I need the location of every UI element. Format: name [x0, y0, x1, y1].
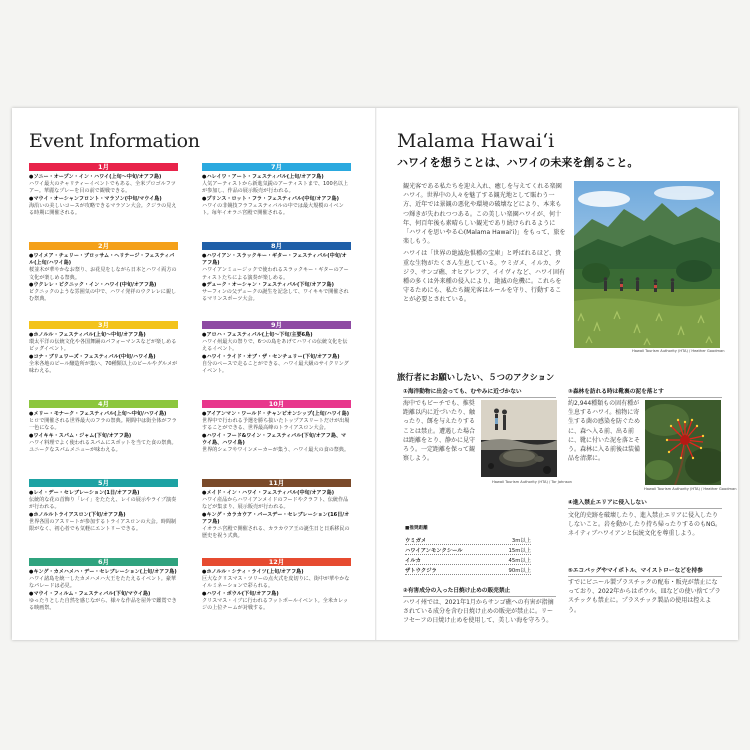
event-description: 世界的シェフやワインメーカーが集う、ハワイ最大の食の祭典。	[202, 447, 350, 454]
distance-value: 15m以上	[508, 548, 531, 554]
distance-table-title: ■推奨距離	[405, 526, 428, 531]
event-description: ハワイ料理でよく使われるスパムにスポットを当てた食の祭典。ユニークなスパムメニューが味わえる。	[29, 439, 177, 454]
event-name: ●レイ・デー・セレブレーション(1日/オアフ島)	[29, 490, 140, 496]
intro-paragraph: ハワイは「世界の絶滅危惧種の宝庫」と呼ばれるほど、貴重な生物がたくさん生息している。ウミガメ、イルカ、クジラ、サンゴ礁、オヒアレフア、イイヴィなど、ハワイ固有種の多くは外来種の侵入により、絶滅の危機に。これらを守るためにも、私たち観光客はルールを守り、行動することが必要とされている。	[403, 250, 566, 304]
month-events	[29, 332, 178, 375]
valley-landscape-illustration	[574, 181, 720, 348]
valley-photo	[574, 181, 720, 348]
event-description: 人気アーティストから新進気鋭のアーティストまで、100名以上が参加し、作品の展示販売が行われる。	[202, 181, 349, 195]
event-name: ●ハワイアン・スラックキー・ギター・フェスティバル(中旬/オアフ島)	[202, 253, 347, 267]
month-events	[202, 569, 351, 612]
event-name: ●マウイ・オーシャンフロント・マラソン(中旬/マウイ島)	[29, 195, 162, 202]
month-events	[29, 490, 178, 533]
malama-hawaii-page	[377, 108, 738, 640]
month-label: 3月	[29, 321, 178, 329]
month-block-july	[202, 163, 351, 238]
month-block-may	[29, 479, 178, 554]
action-3-heading: ③森林を訪れる時は靴裏の泥を落とす	[568, 386, 722, 398]
month-block-october	[202, 400, 351, 475]
distance-row	[405, 566, 531, 575]
month-events	[202, 174, 351, 217]
event-name: ●アイアンマン・ワールド・チャンピオンシップ(上旬/ハワイ島)	[202, 411, 350, 417]
event-description: ハワイ最大のチャリティーイベントでもある、全米プロゴルフツアー。華麗なプレーを目の前で観戦できる。	[29, 181, 176, 195]
event-name: ●ハワイ・ボウル(下旬/オアフ島)	[202, 590, 279, 597]
month-block-april	[29, 400, 178, 475]
event-name: ●コナ・ブリュワーズ・フェスティバル(中旬/ハワイ島)	[29, 353, 156, 360]
event-name: ●ハワイ・ライド・オブ・ザ・センチュリー(下旬/オアフ島)	[202, 353, 340, 360]
action-5-heading: ⑤エコバッグやマイボトル、マイストローなどを持参	[568, 565, 722, 577]
event-name: ●マウイ・フィルム・フェスティバル(下旬/マウイ島)	[29, 590, 151, 597]
month-label: 7月	[202, 163, 351, 171]
distance-value: 45m以上	[508, 558, 531, 564]
month-events	[29, 253, 178, 303]
animal-name: ウミガメ	[405, 538, 427, 544]
lehua-flower-photo	[645, 400, 721, 485]
magazine-spread	[12, 108, 738, 640]
page-title: Malama Hawaiʻi	[397, 130, 555, 152]
beach-turtle-illustration	[481, 400, 557, 477]
event-description: イオラニ宮殿で開催される、カラカウア王の誕生日と日系移民の歴史を祝う式典。	[202, 526, 350, 540]
month-events	[202, 411, 351, 454]
action-1-text: 海中でもビーチでも、推奨距離以内に近づいたり、触ったり、餌を与えたりすることは禁止。遭遇した場合は距離をとり、静かに見守ろう。一定距離を保って観察しよう。	[403, 400, 476, 463]
month-block-december	[202, 558, 351, 633]
event-information-page	[12, 108, 375, 640]
event-name: ●ホノルルトライアスロン(下旬/オアフ島)	[29, 511, 126, 518]
sea-turtle-photo	[481, 400, 557, 477]
month-block-september	[202, 321, 351, 396]
month-label: 10月	[202, 400, 351, 408]
event-description: 伝統的な花の首飾り「レイ」をたたえ、レイの展示やライブ演奏が行われる。	[29, 497, 177, 511]
animal-name: ハワイアンモンクシール	[405, 548, 463, 554]
month-events	[202, 332, 351, 375]
event-description: ハワイ州最大の祭りで、6つの島をあげてハワイの伝統文化を伝えるイベント。	[202, 339, 348, 353]
event-description: ハワイ諸島を統一したカメハメハ大王をたたえるイベント。豪華なパレードは必見。	[29, 576, 177, 590]
month-events	[29, 411, 178, 454]
action-5-text: すでにビニール製プラスチックの配布・販売が禁止になっており、2022年からはポウル、皿などの使い捨てプラスチックも禁止に。プラスチック製品の使用は控えよう。	[568, 579, 721, 614]
event-description: ピクニックのような雰囲気の中で、ハワイ発祥のウクレレに親しむ祭典。	[29, 289, 177, 303]
distance-value: 90m以上	[508, 568, 531, 574]
animal-name: イルカ	[405, 558, 421, 564]
intro-paragraph: 観光客である私たちを迎え入れ、癒しを与えてくれる楽園ハワイ。世界中の人々を魅了する観光地として賑わう一方、近年では景観の悪化や環境の破壊などにより、本来もつ輝きが失われつつある。この美しい楽園ハワイが、何十年、何百年後も素晴らしい観光であり続けられるように「ハワイを思いやる心(Malama Hawaiʻi)」をもって、旅を楽しもう。	[403, 183, 566, 246]
event-description: ハワイアンミュージックで使われるスラックキー・ギターのアーティストたちによる演奏が楽しめる。	[202, 267, 349, 281]
month-block-june	[29, 558, 178, 633]
ohia-lehua-illustration	[645, 400, 721, 485]
month-events	[202, 253, 351, 303]
event-name: ●ハワイ・フード&ワイン・フェスティバル(下旬/オアフ島、マウイ島、ハワイ島)	[202, 432, 347, 446]
event-name: ●ウクレレ・ピクニック・イン・ハワイ(中旬/オアフ島)	[29, 281, 157, 288]
event-description: サーフィンの父デュークの誕生を記念して、ワイキキで開催されるマリンスポーツ大会。	[202, 289, 349, 303]
event-name: ●キング・カラカウア・バースデー・セレブレーション(16日/オアフ島)	[202, 511, 350, 525]
event-name: ●ハレイワ・アート・フェスティバル(上旬/オアフ島)	[202, 174, 324, 180]
month-label: 1月	[29, 163, 178, 171]
event-name: ●メイド・イン・ハワイ・フェスティバル(中旬/オアフ島)	[202, 490, 335, 496]
photo-credit: Hawaii Tourism Authority (HTA) / Heather Goodman	[632, 349, 725, 353]
actions-heading: 旅行者にお願いしたい、５つのアクション	[397, 372, 555, 382]
event-description: 巨大なクリスマス・ツリーの点火式を皮切りに、街中が華やかなイルミネーションで彩られる。	[202, 576, 350, 590]
month-label: 8月	[202, 242, 351, 250]
event-name: ●ワイキキ・スパム・ジャム(下旬/オアフ島)	[29, 432, 132, 439]
event-description: 海沿いの美しいコースが攻略できるマラソン大会。クジラの見える時期に開催される。	[29, 202, 177, 217]
month-label: 9月	[202, 321, 351, 329]
event-description: ハワイ産品からハワイアンメイドのフードやクラフト、伝統作品などが集まり、展示販売が行われる。	[202, 497, 349, 511]
action-4-text: 文化的史跡を破壊したり、進入禁止エリアに侵入したりしないこと。岩を動かしたり持ち帰ったりするのもNG。ネイティブハワイアンと伝統文化を尊重しよう。	[568, 512, 722, 538]
month-events	[29, 569, 178, 612]
month-block-march	[29, 321, 178, 396]
event-name: ●ワイメア・チェリー・ブロッサム・ヘリテージ・フェスティバル(上旬/ハワイ島)	[29, 253, 175, 267]
action-4-heading: ④進入禁止エリアに侵入しない	[568, 497, 722, 509]
event-name: ●ソニー・オープン・イン・ハワイ(上旬〜中旬/オアフ島)	[29, 174, 162, 180]
event-description: ハワイの非競技フラフェスティバルの中では最大規模のイベント。毎年イオラニ宮殿で開催される。	[202, 202, 344, 217]
event-name: ●ホノルル・フェスティバル(上旬〜中旬/オアフ島)	[29, 332, 146, 338]
month-block-november	[202, 479, 351, 554]
action-3-text: 約2,944種類もの固有種が生息するハワイ。植物に寄生する菌の感染を防ぐために、森へ入る前、出る前に、靴に付いた泥を落とそう。森林に入る前後は装備品を清潔に。	[568, 400, 641, 463]
distance-row	[405, 556, 531, 565]
month-label: 2月	[29, 242, 178, 250]
action-2-text: ハワイ州では、2021年1月からサンゴ礁への有害が指摘されている成分を含む日焼け止めの販売が禁止に。リーフセーフの日焼け止めを使用して、美しい海を守ろう。	[403, 599, 554, 625]
distance-row	[405, 536, 531, 545]
distance-row	[405, 546, 531, 555]
event-description: 世界中で行われる予選を勝ち抜いたトップアスリートだけが出場することができる、世界最高峰のトライアスロン大会。	[202, 418, 350, 432]
month-block-august	[202, 242, 351, 317]
event-description: 全米各地のビール醸造所が集い、70種類以上のビールやグルメが味わえる。	[29, 360, 178, 375]
event-name: ●メリー・モナーク・フェスティバル(上旬〜中旬/ハワイ島)	[29, 411, 167, 417]
action-1-heading: ①海洋動物に出会っても、むやみに近づかない	[403, 386, 556, 398]
intro-text	[403, 182, 566, 305]
event-name: ●キング・カメハメハ・デー・セレブレーション(上旬/オアフ島)	[29, 569, 177, 575]
month-label: 6月	[29, 558, 178, 566]
page-subtitle: ハワイを想うことは、ハワイの未来を創ること。	[397, 156, 639, 169]
action-2-heading: ②有害成分の入った日焼け止めの販売禁止	[403, 585, 556, 597]
event-description: 自分のペースで走ることができる、ハワイ最大級のサイクリングイベント。	[202, 360, 349, 375]
month-block-january	[29, 163, 178, 238]
month-label: 4月	[29, 400, 178, 408]
event-description: 世界各国のアスリートが参加するトライアスロンの大会。時間制限がなく、初心者でも気軽にエントリーできる。	[29, 518, 177, 533]
event-name: ●ホノルル・シティ・ライツ(上旬/オアフ島)	[202, 569, 304, 575]
page-title: Event Information	[29, 130, 200, 152]
month-label: 5月	[29, 479, 178, 487]
event-name: ●アロハ・フェスティバル(上旬〜下旬/主要6島)	[202, 332, 313, 338]
photo-credit: Hawaii Tourism Authority (HTA) / Heather Goodman	[644, 487, 737, 491]
month-label: 11月	[202, 479, 351, 487]
event-name: ●プリンス・ロット・フラ・フェスティバル(中旬/オアフ島)	[202, 195, 339, 202]
event-description: 桜並木が華やかなお祭り、お花見をしながら日本とハワイ両方の文化が楽しめる祭典。	[29, 267, 177, 281]
event-name: ●デューク・オーシャン・フェスティバル(下旬/オアフ島)	[202, 281, 334, 288]
event-description: ヒロで開催される世界最大のフラの祭典。期間中は街全体がフラ一色になる。	[29, 418, 177, 432]
month-label: 12月	[202, 558, 351, 566]
event-description: ゆったりとした自然を感じながら、様々な作品を屋外で鑑賞できる映画祭。	[29, 597, 177, 612]
month-block-february	[29, 242, 178, 317]
distance-value: 3m以上	[511, 538, 531, 544]
event-description: クリスマス・イブに行われるフットボールイベント。全米カレッジの上位チームが対戦する。	[202, 597, 349, 612]
month-events	[29, 174, 178, 217]
month-events	[202, 490, 351, 540]
event-description: 環太平洋の伝統文化や各国舞踊のパフォーマンスなどが楽しめるビッグイベント。	[29, 339, 177, 353]
photo-credit: Hawaii Tourism Authority (HTA) / Tor Johnson	[492, 480, 572, 484]
animal-name: ザトウクジラ	[405, 568, 437, 574]
